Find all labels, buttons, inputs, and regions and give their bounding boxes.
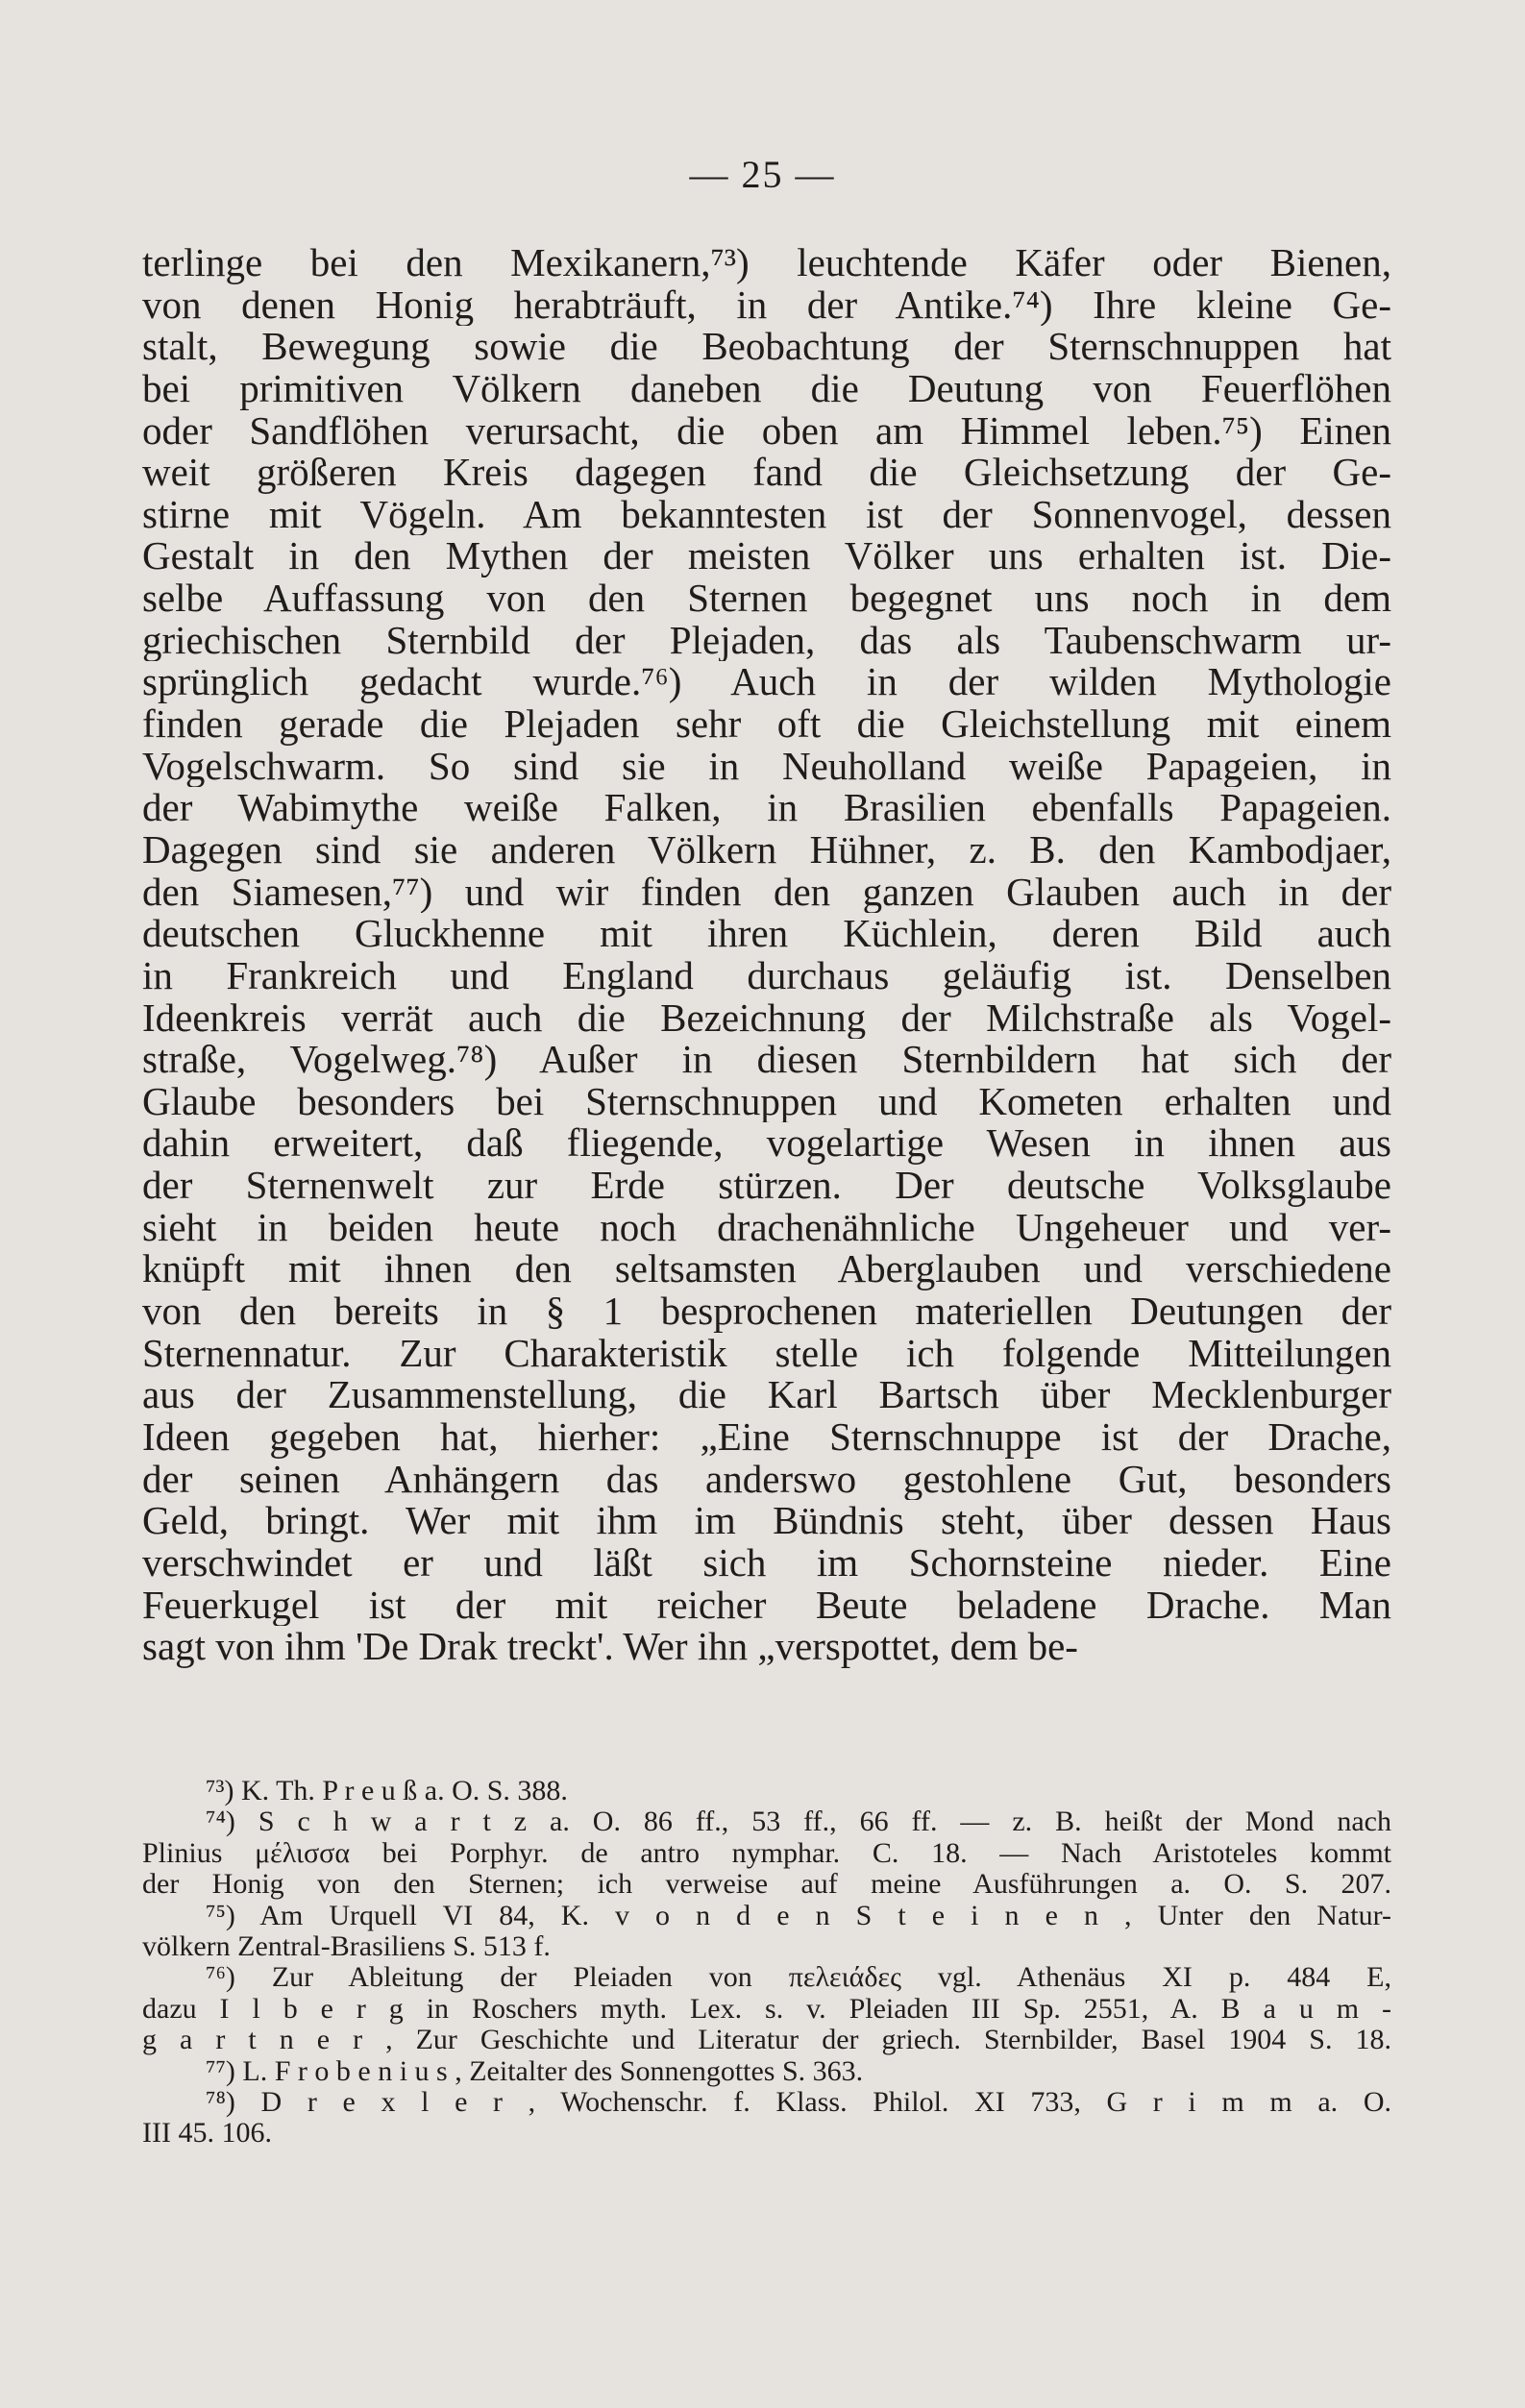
- footnote-line: der Honig von den Sternen; ich verweise auf meine Ausführungen a. O. S. 207.: [142, 1869, 1391, 1901]
- body-line: selbe Auffassung von den Sternen begegnet uns noch in dem: [142, 577, 1391, 620]
- footnotes: [142, 1776, 1391, 2150]
- footnote-start-line: ⁷⁵) Am Urquell VI 84, K. v o n d e n S t e i n e n , Unter den Natur-: [206, 1900, 1391, 1931]
- body-line: Vogelschwarm. So sind sie in Neuholland weiße Papageien, in: [142, 745, 1391, 788]
- body-line: knüpft mit ihnen den seltsamsten Aberglauben und verschiedene: [142, 1248, 1391, 1291]
- body-line: stalt, Bewegung sowie die Beobachtung der Sternschnuppen hat: [142, 326, 1391, 368]
- body-line: in Frankreich und England durchaus geläufig ist. Denselben: [142, 954, 1391, 997]
- body-line: straße, Vogelweg.⁷⁸) Außer in diesen Sternbildern hat sich der: [142, 1039, 1391, 1081]
- body-line: Ideen gegeben hat, hierher: „Eine Sternschnuppe ist der Drache,: [142, 1415, 1391, 1459]
- body-line: bei primitiven Völkern daneben die Deutung von Feuerflöhen: [142, 367, 1391, 410]
- body-line: griechischen Sternbild der Plejaden, das als Taubenschwarm ur-: [142, 619, 1391, 662]
- footnote-start-line: ⁷⁸) D r e x l e r , Wochenschr. f. Klass. Philol. XI 733, G r i m m a. O.: [206, 2086, 1391, 2118]
- body-line: sagt von ihm 'De Drak treckt'. Wer ihn „verspottet, dem be-: [142, 1626, 1078, 1668]
- footnote-start-line: ⁷⁶) Zur Ableitung der Pleiaden von πελειάδες vgl. Athenäus XI p. 484 E,: [206, 1962, 1391, 1994]
- footnote-line: g a r t n e r , Zur Geschichte und Literatur der griech. Sternbilder, Basel 1904 S. 18.: [142, 2025, 1391, 2056]
- body-line: der seinen Anhängern das anderswo gestohlene Gut, besonders: [142, 1458, 1391, 1501]
- body-line: von den bereits in § 1 besprochenen materiellen Deutungen der: [142, 1290, 1391, 1333]
- body-line: der Sternenwelt zur Erde stürzen. Der deutsche Volksglaube: [142, 1165, 1391, 1207]
- body-line: dahin erweitert, daß fliegende, vogelartige Wesen in ihnen aus: [142, 1122, 1391, 1166]
- body-line: sieht in beiden heute noch drachenähnliche Ungeheuer und ver-: [142, 1206, 1391, 1249]
- body-line: aus der Zusammenstellung, die Karl Bartsch über Mecklenburger: [142, 1374, 1391, 1416]
- footnote-start-line: ⁷⁴) S c h w a r t z a. O. 86 ff., 53 ff., 66 ff. — z. B. heißt der Mond nach: [206, 1806, 1391, 1838]
- body-line: Gestalt in den Mythen der meisten Völker uns erhalten ist. Die-: [142, 535, 1391, 578]
- body-line: Geld, bringt. Wer mit ihm im Bündnis steht, über dessen Haus: [142, 1500, 1391, 1542]
- footnote-line: III 45. 106.: [142, 2118, 272, 2150]
- body-line: verschwindet er und läßt sich im Schornsteine nieder. Eine: [142, 1541, 1391, 1585]
- body-line: oder Sandflöhen verursacht, die oben am Himmel leben.⁷⁵) Einen: [142, 409, 1391, 453]
- body-line: finden gerade die Plejaden sehr oft die Gleichstellung mit einem: [142, 703, 1391, 746]
- body-line: deutschen Gluckhenne mit ihren Küchlein, deren Bild auch: [142, 913, 1391, 955]
- footnote-start-line: ⁷³) K. Th. P r e u ß a. O. S. 388.: [206, 1776, 568, 1806]
- body-line: weit größeren Kreis dagegen fand die Gleichsetzung der Ge-: [142, 452, 1391, 494]
- body-line: Ideenkreis verrät auch die Bezeichnung der Milchstraße als Vogel-: [142, 996, 1391, 1040]
- body-line: Dagegen sind sie anderen Völkern Hühner, z. B. den Kambodjaer,: [142, 828, 1391, 872]
- body-line: Feuerkugel ist der mit reicher Beute beladene Drache. Man: [142, 1584, 1391, 1627]
- page-number: — 25 —: [689, 153, 836, 196]
- footnote-line: völkern Zentral-Brasiliens S. 513 f.: [142, 1930, 551, 1962]
- body-line: stirne mit Vögeln. Am bekanntesten ist der Sonnenvogel, dessen: [142, 493, 1391, 536]
- body-line: terlinge bei den Mexikanern,⁷³) leuchtende Käfer oder Bienen,: [142, 242, 1391, 284]
- body-line: von denen Honig herabträuft, in der Antike.⁷⁴) Ihre kleine Ge-: [142, 283, 1391, 327]
- body-line: Sternennatur. Zur Charakteristik stelle ich folgende Mitteilungen: [142, 1332, 1391, 1375]
- body-line: der Wabimythe weiße Falken, in Brasilien ebenfalls Papageien.: [142, 787, 1391, 829]
- body-line: sprünglich gedacht wurde.⁷⁶) Auch in der wilden Mythologie: [142, 661, 1391, 704]
- body-line: den Siamesen,⁷⁷) und wir finden den ganzen Glauben auch in der: [142, 871, 1391, 914]
- body-line: Glaube besonders bei Sternschnuppen und Kometen erhalten und: [142, 1080, 1391, 1123]
- body-text: [142, 242, 1391, 1668]
- footnote-line: dazu I l b e r g in Roschers myth. Lex. s. v. Pleiaden III Sp. 2551, A. B a u m -: [142, 1993, 1391, 2025]
- footnote-start-line: ⁷⁷) L. F r o b e n i u s , Zeitalter des Sonnengottes S. 363.: [206, 2055, 864, 2087]
- footnote-line: Plinius μέλισσα bei Porphyr. de antro nymphar. C. 18. — Nach Aristoteles kommt: [142, 1837, 1391, 1869]
